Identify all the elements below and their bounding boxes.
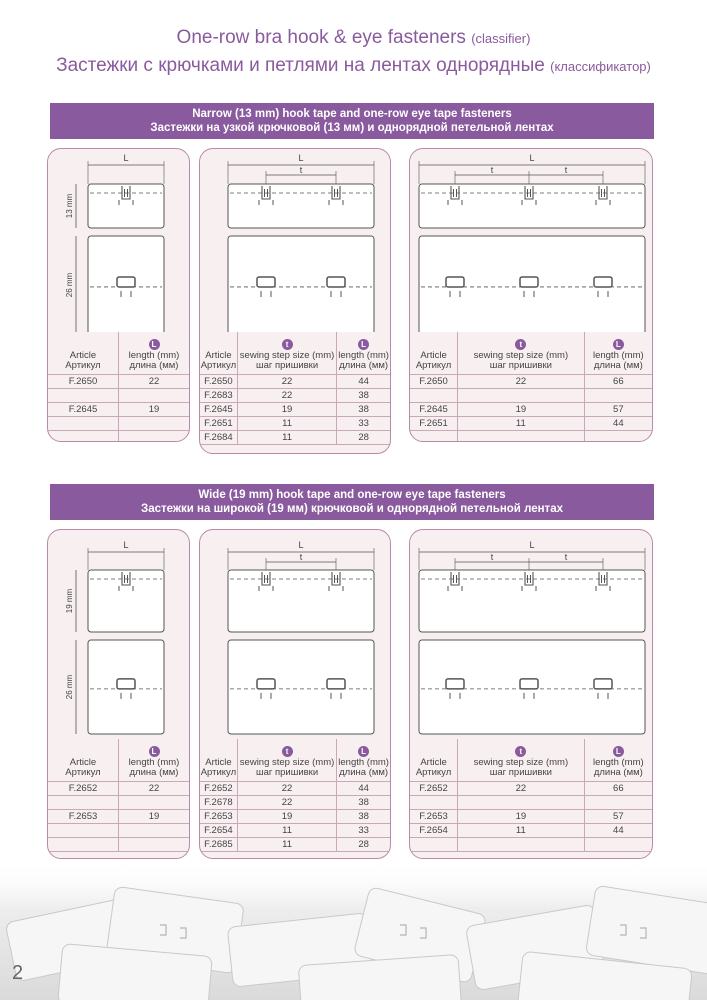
column-header-length-en: length (mm)	[338, 349, 389, 361]
column-header-length-en: length (mm)	[128, 349, 180, 361]
badge-icon-L: L	[358, 746, 369, 757]
table-cell: 19	[237, 809, 336, 823]
table-cell: F.2652	[410, 781, 458, 795]
eye-tape	[419, 640, 645, 734]
hook-tape	[419, 184, 645, 228]
table-cell: 22	[237, 781, 336, 795]
table-row	[48, 374, 189, 388]
dimension-label-L: L	[529, 153, 535, 163]
table-cell: 22	[237, 388, 336, 402]
dimension-label-L: L	[298, 153, 304, 163]
article-table	[48, 332, 189, 442]
table-cell: 44	[337, 781, 390, 795]
dimension-label-L: L	[123, 153, 129, 163]
column-header-step-ru: шаг пришивки	[255, 766, 319, 778]
fastener-diagram	[48, 530, 190, 739]
table-cell	[410, 388, 458, 402]
table-cell: 44	[584, 823, 652, 837]
eye-tape	[228, 236, 374, 332]
table-cell	[584, 430, 652, 442]
badge-icon-L: L	[613, 746, 624, 757]
column-header-length-en: length (mm)	[338, 756, 389, 768]
table-cell: F.2653	[410, 809, 458, 823]
table-cell: F.2650	[48, 374, 119, 388]
eye-tape-height-label: 26 mm	[65, 272, 74, 298]
dimension-label-L: L	[123, 540, 129, 550]
table-cell: F.2652	[48, 781, 119, 795]
table-header-row	[200, 332, 390, 374]
table-row	[410, 388, 652, 402]
table-cell: 38	[337, 809, 390, 823]
eye-tape	[88, 640, 164, 734]
table-cell	[584, 388, 652, 402]
column-header-article-en: Article	[205, 756, 232, 768]
column-header-article	[200, 739, 237, 781]
table-row	[410, 416, 652, 430]
table-header-row	[200, 739, 390, 781]
column-header-length-ru: длина (мм)	[593, 359, 643, 371]
table-cell: 28	[337, 430, 390, 444]
column-header-step-en: sewing step size (mm)	[239, 349, 335, 361]
badge-icon-L: L	[149, 746, 160, 757]
column-header-article-en: Article	[205, 349, 232, 361]
table-cell: 28	[337, 837, 390, 851]
fastener-diagram	[410, 530, 653, 739]
column-header-article-en: Article	[420, 349, 447, 361]
table-cell	[119, 388, 190, 402]
table-cell: 22	[458, 374, 585, 388]
table-row	[410, 402, 652, 416]
table-cell: 11	[237, 430, 336, 444]
table-cell: 11	[458, 416, 585, 430]
column-header-article-ru: Артикул	[415, 359, 452, 371]
table-cell: 44	[337, 374, 390, 388]
section-header-narrow-en: Narrow (13 mm) hook tape and one-row eye tape fasteners	[192, 108, 512, 120]
column-header-article-ru: Артикул	[200, 359, 237, 371]
section-header-wide-en: Wide (19 mm) hook tape and one-row eye tape fasteners	[198, 489, 506, 501]
fastener-diagram	[410, 149, 653, 332]
column-header-length-ru: длина (мм)	[129, 359, 179, 371]
section-header-wide-ru: Застежки на широкой (19 мм) крючковой и однорядной петельной лентах	[141, 503, 563, 515]
table-cell: 22	[237, 374, 336, 388]
hook-tape	[228, 184, 374, 228]
table-cell: F.2685	[200, 837, 237, 851]
table-row	[48, 402, 189, 416]
dimension-label-t: t	[490, 165, 494, 175]
card-narrow-double	[199, 148, 391, 454]
table-cell: 57	[584, 402, 652, 416]
dimension-label-t: t	[564, 552, 568, 562]
column-header-length-en: length (mm)	[592, 349, 644, 361]
column-header-article	[410, 739, 458, 781]
table-cell: 22	[458, 781, 585, 795]
table-cell: 19	[119, 402, 190, 416]
page-title-ru	[0, 55, 707, 77]
table-cell: F.2652	[200, 781, 237, 795]
table-cell: 38	[337, 795, 390, 809]
table-cell: 22	[119, 781, 190, 795]
table-row	[200, 388, 390, 402]
table-row	[48, 388, 189, 402]
column-header-step	[237, 739, 336, 781]
card-narrow-triple	[409, 148, 653, 442]
dimension-label-L: L	[529, 540, 535, 550]
column-header-length	[584, 332, 652, 374]
table-cell: F.2654	[200, 823, 237, 837]
column-header-article	[200, 332, 237, 374]
badge-icon-L: L	[358, 339, 369, 350]
title-en-text: One-row bra hook & eye fasteners	[176, 27, 466, 48]
table-cell: F.2678	[200, 795, 237, 809]
column-header-article-ru: Артикул	[200, 766, 237, 778]
table-cell: 66	[584, 374, 652, 388]
article-table	[200, 332, 390, 445]
badge-icon-t: t	[515, 339, 526, 350]
column-header-length	[337, 332, 390, 374]
badge-icon-L: L	[613, 339, 624, 350]
table-header-row	[48, 739, 189, 781]
page-title-en	[0, 27, 707, 49]
table-cell: F.2645	[410, 402, 458, 416]
badge-icon-L: L	[149, 339, 160, 350]
table-cell: F.2645	[48, 402, 119, 416]
eye-tape	[88, 236, 164, 332]
table-cell: 19	[237, 402, 336, 416]
table-cell: 19	[458, 402, 585, 416]
fastener-diagram	[200, 530, 391, 739]
article-table	[410, 332, 652, 442]
table-cell: F.2650	[200, 374, 237, 388]
table-cell: 38	[337, 402, 390, 416]
table-header-row	[410, 739, 652, 781]
badge-icon-t: t	[282, 339, 293, 350]
title-ru-suffix: (классификатор)	[550, 59, 651, 74]
table-cell: 57	[584, 809, 652, 823]
column-header-article-en: Article	[420, 756, 447, 768]
table-cell	[48, 388, 119, 402]
column-header-length-en: length (mm)	[128, 756, 180, 768]
column-header-length	[584, 739, 652, 781]
table-row	[410, 374, 652, 388]
table-cell: 19	[119, 809, 190, 823]
table-cell: 44	[584, 416, 652, 430]
column-header-article	[48, 739, 119, 781]
page-number: 2	[12, 962, 24, 984]
column-header-length-ru: длина (мм)	[339, 766, 389, 778]
table-cell: F.2684	[200, 430, 237, 444]
table-cell: 66	[584, 781, 652, 795]
title-en-suffix: (classifier)	[471, 31, 531, 46]
table-row	[200, 416, 390, 430]
column-header-step	[237, 332, 336, 374]
table-cell	[458, 430, 585, 442]
column-header-step	[458, 332, 585, 374]
column-header-article-ru: Артикул	[415, 766, 452, 778]
fastener-diagram	[48, 149, 190, 332]
dimension-label-t: t	[299, 165, 303, 175]
fabric-background-image	[0, 800, 707, 1000]
dimension-label-t: t	[299, 552, 303, 562]
table-header-row	[48, 332, 189, 374]
dimension-label-L: L	[298, 540, 304, 550]
table-cell: F.2683	[200, 388, 237, 402]
dimension-label-t: t	[564, 165, 568, 175]
table-row	[48, 430, 189, 442]
hook-tape-height-label: 19 mm	[65, 588, 74, 614]
table-row	[200, 430, 390, 444]
table-cell: F.2653	[48, 809, 119, 823]
table-row	[410, 781, 652, 795]
column-header-step-en: sewing step size (mm)	[239, 756, 335, 768]
table-cell: F.2653	[200, 809, 237, 823]
table-cell: F.2645	[200, 402, 237, 416]
column-header-article-ru: Артикул	[65, 359, 101, 371]
table-row	[200, 781, 390, 795]
section-header-narrow	[50, 103, 654, 139]
dimension-label-t: t	[490, 552, 494, 562]
table-cell	[48, 416, 119, 430]
table-cell: F.2651	[200, 416, 237, 430]
table-cell	[410, 430, 458, 442]
column-header-length	[119, 739, 190, 781]
column-header-article-ru: Артикул	[65, 766, 101, 778]
table-row	[48, 781, 189, 795]
table-cell	[48, 430, 119, 442]
table-row	[48, 416, 189, 430]
column-header-length	[337, 739, 390, 781]
column-header-article	[410, 332, 458, 374]
badge-icon-t: t	[282, 746, 293, 757]
table-cell: 11	[237, 823, 336, 837]
table-cell: F.2651	[410, 416, 458, 430]
column-header-step-ru: шаг пришивки	[255, 359, 319, 371]
fastener-diagram	[200, 149, 391, 332]
title-ru-text: Застежки с крючками и петлями на лентах однорядные	[56, 55, 545, 76]
table-cell	[119, 416, 190, 430]
column-header-article	[48, 332, 119, 374]
table-cell: 19	[458, 809, 585, 823]
badge-icon-t: t	[515, 746, 526, 757]
column-header-article-en: Article	[69, 756, 97, 768]
table-cell: 11	[458, 823, 585, 837]
table-cell: F.2650	[410, 374, 458, 388]
column-header-step-ru: шаг пришивки	[489, 766, 552, 778]
column-header-article-en: Article	[69, 349, 97, 361]
table-cell: 11	[237, 416, 336, 430]
section-header-wide	[50, 484, 654, 520]
column-header-length-ru: длина (мм)	[339, 359, 389, 371]
hook-tape-height-label: 13 mm	[65, 193, 74, 219]
hook-tape	[88, 184, 164, 228]
eye-tape	[228, 640, 374, 734]
table-header-row	[410, 332, 652, 374]
column-header-step-en: sewing step size (mm)	[473, 756, 569, 768]
table-cell: F.2654	[410, 823, 458, 837]
column-header-length-ru: длина (мм)	[129, 766, 179, 778]
card-narrow-single	[47, 148, 190, 442]
eye-tape-height-label: 26 mm	[65, 674, 74, 700]
section-header-narrow-ru: Застежки на узкой крючковой (13 мм) и однорядной петельной лентах	[150, 122, 554, 134]
table-row	[410, 430, 652, 442]
table-cell: 22	[237, 795, 336, 809]
column-header-step-en: sewing step size (mm)	[473, 349, 569, 361]
table-cell: 38	[337, 388, 390, 402]
eye-tape	[419, 236, 645, 332]
column-header-step	[458, 739, 585, 781]
table-cell: 11	[237, 837, 336, 851]
column-header-length	[119, 332, 190, 374]
table-cell	[458, 388, 585, 402]
table-row	[200, 402, 390, 416]
column-header-length-ru: длина (мм)	[593, 766, 643, 778]
column-header-length-en: length (mm)	[592, 756, 644, 768]
table-cell: 33	[337, 823, 390, 837]
table-cell: 22	[119, 374, 190, 388]
column-header-step-ru: шаг пришивки	[489, 359, 552, 371]
table-cell: 33	[337, 416, 390, 430]
table-row	[200, 374, 390, 388]
table-cell	[119, 430, 190, 442]
